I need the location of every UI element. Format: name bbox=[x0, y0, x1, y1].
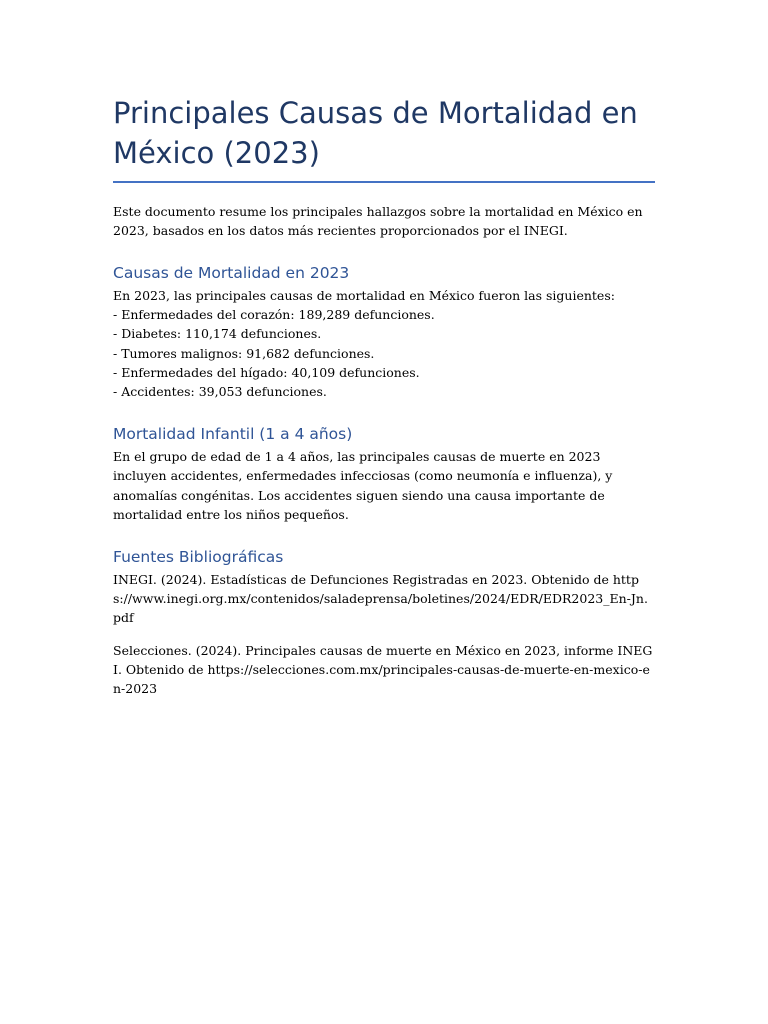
reference-item: INEGI. (2024). Estadísticas de Defunciones Registradas en 2023. Obtenido de https://www.inegi.org.mx/contenidos/saladeprensa/boletines/2024/EDR/EDR2023_En-Jn.pdf bbox=[113, 572, 648, 626]
reference-item: Selecciones. (2024). Principales causas de muerte en México en 2023, informe INEGI. Obtenido de https://selecciones.com.mx/principales-causas-de-muerte-en-mexico-en-2023 bbox=[113, 642, 653, 697]
causes-lead: En 2023, las principales causas de mortalidad en México fueron las siguientes: bbox=[113, 288, 615, 303]
section-heading-infant-mortality: Mortalidad Infantil (1 a 4 años) bbox=[113, 425, 353, 444]
section-causes bbox=[113, 263, 655, 401]
intro-paragraph: Este documento resume los principales hallazgos sobre la mortalidad en México en 2023, basados en los datos más recientes proporcionados por el INEGI. bbox=[113, 204, 643, 238]
cause-item: - Diabetes: 110,174 defunciones. bbox=[113, 326, 322, 342]
section-heading-causes: Causas de Mortalidad en 2023 bbox=[113, 264, 350, 282]
cause-item: - Enfermedades del hígado: 40,109 defunciones. bbox=[113, 364, 420, 380]
cause-item: - Accidentes: 39,053 defunciones. bbox=[113, 384, 327, 400]
cause-item: - Enfermedades del corazón: 189,289 defunciones. bbox=[113, 307, 435, 323]
cause-item: - Tumores malignos: 91,682 defunciones. bbox=[113, 345, 375, 361]
document-title: Principales Causas de Mortalidad en México (2023) bbox=[113, 93, 655, 183]
section-references bbox=[113, 547, 655, 698]
section-heading-references: Fuentes Bibliográficas bbox=[113, 548, 284, 567]
infant-mortality-paragraph: En el grupo de edad de 1 a 4 años, las principales causas de muerte en 2023 incluyen accidentes, enfermedades infecciosas (como neumonía e influenza), y anomalías congénitas. Los accidentes siguen siendo una causa importante de mortalidad entre los niños pequeños. bbox=[113, 449, 613, 522]
section-infant-mortality bbox=[113, 424, 655, 524]
causes-list bbox=[113, 286, 655, 401]
